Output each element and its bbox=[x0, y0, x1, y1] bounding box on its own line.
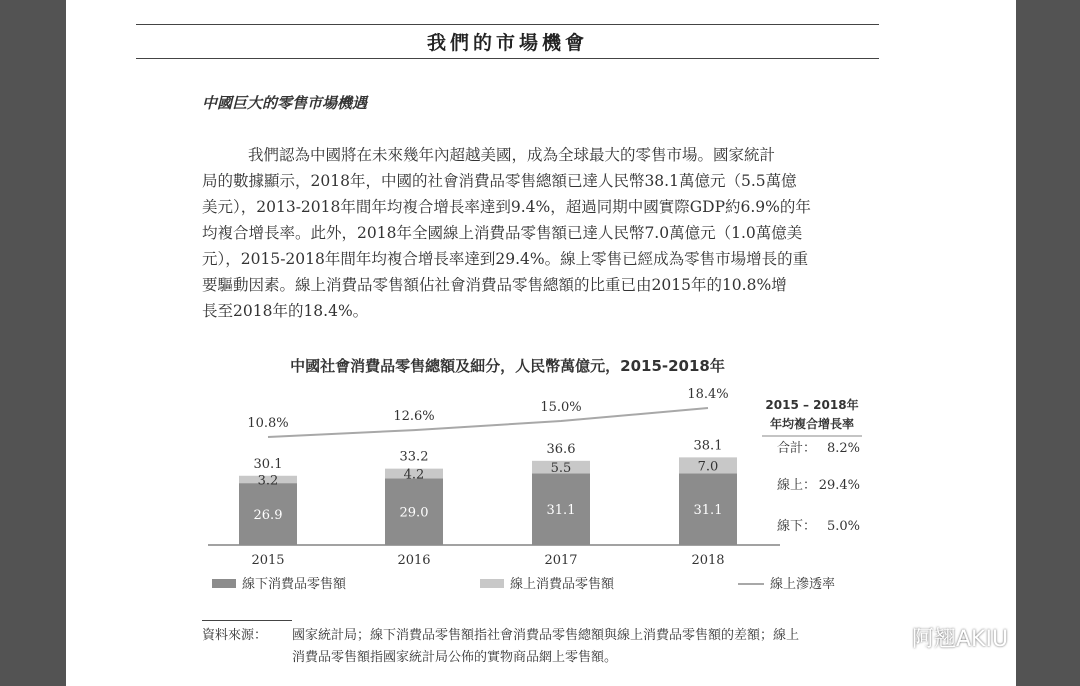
data-label-offline: 29.0 bbox=[399, 505, 429, 521]
data-label-offline: 31.1 bbox=[546, 503, 576, 519]
data-label-penetration: 10.8% bbox=[247, 416, 289, 431]
paragraph-line: 長至2018年的18.4%。 bbox=[202, 302, 369, 320]
legend-label-offline: 線下消費品零售額 bbox=[242, 577, 347, 592]
cagr-title-line1: 2015 – 2018年 bbox=[765, 398, 859, 412]
source-line-1: 國家統計局；線下消費品零售額指社會消費品零售總額與線上消費品零售額的差額；線上 bbox=[292, 628, 800, 643]
paragraph-line: 局的數據顯示，2018年，中國的社會消費品零售總額已達人民幣38.1萬億元（5.5萬億 bbox=[202, 172, 797, 190]
cagr-title-line2: 年均複合增長率 bbox=[769, 417, 855, 431]
data-label-online: 3.2 bbox=[257, 473, 279, 489]
cagr-row-label: 合計： bbox=[777, 441, 817, 456]
legend-swatch-online bbox=[480, 579, 504, 588]
paragraph-line: 均複合增長率。此外，2018年全國線上消費品零售額已達人民幣7.0萬億元（1.0萬億美 bbox=[202, 224, 803, 242]
data-label-penetration: 12.6% bbox=[393, 409, 435, 425]
data-label-offline: 31.1 bbox=[693, 503, 723, 519]
data-label-penetration: 18.4% bbox=[687, 387, 729, 402]
paragraph-line: 元），2015-2018年間年均複合增長率達到29.4%。線上零售已經成為零售市場增長的重 bbox=[202, 250, 809, 268]
data-label-total: 36.6 bbox=[546, 441, 576, 457]
data-label-online: 7.0 bbox=[697, 459, 719, 475]
source-note bbox=[202, 625, 799, 669]
source-label: 資料來源： bbox=[202, 628, 268, 643]
paragraph-line: 要驅動因素。線上消費品零售額佔社會消費品零售總額的比重已由2015年的10.8%增 bbox=[202, 276, 787, 294]
cagr-row-value: 5.0% bbox=[826, 519, 860, 534]
source-rule bbox=[202, 620, 292, 621]
cagr-row-label: 線下： bbox=[777, 519, 817, 534]
wechat-icon bbox=[878, 620, 908, 648]
chart-title: 中國社會消費品零售總額及細分，人民幣萬億元，2015-2018年 bbox=[290, 357, 725, 375]
paragraph-line: 美元），2013-2018年間年均複合增長率達到9.4%，超過同期中國實際GDP約6.9%的年 bbox=[202, 198, 811, 216]
page-header-title: 我們的市場機會 bbox=[426, 32, 588, 54]
data-label-penetration: 15.0% bbox=[540, 399, 582, 415]
cagr-row-value: 8.2% bbox=[826, 441, 860, 456]
data-label-online: 5.5 bbox=[550, 461, 572, 477]
paragraph-line: 我們認為中國將在未來幾年內超越美國，成為全球最大的零售市場。國家統計 bbox=[248, 146, 776, 164]
source-line-2: 消費品零售額指國家統計局公佈的實物商品網上零售額。 bbox=[292, 650, 618, 665]
data-label-online: 4.2 bbox=[403, 467, 425, 483]
data-label-total: 30.1 bbox=[253, 456, 283, 472]
data-label-total: 33.2 bbox=[399, 449, 429, 465]
watermark-text: 阿翘AKIU bbox=[912, 627, 1009, 652]
cagr-row-label: 線上： bbox=[777, 478, 817, 493]
legend-label-online: 線上消費品零售額 bbox=[510, 577, 615, 592]
x-tick-label: 2018 bbox=[691, 553, 725, 568]
data-label-total: 38.1 bbox=[693, 438, 723, 454]
x-tick-label: 2017 bbox=[544, 553, 578, 568]
section-title: 中國巨大的零售市場機遇 bbox=[202, 94, 368, 112]
x-tick-label: 2016 bbox=[397, 553, 431, 568]
cagr-row-value: 29.4% bbox=[818, 478, 860, 493]
legend-swatch-offline bbox=[212, 579, 236, 588]
x-tick-label: 2015 bbox=[251, 553, 285, 568]
series-line-penetration bbox=[268, 408, 708, 437]
legend-label-penetration: 線上滲透率 bbox=[770, 577, 836, 592]
data-label-offline: 26.9 bbox=[253, 508, 283, 524]
